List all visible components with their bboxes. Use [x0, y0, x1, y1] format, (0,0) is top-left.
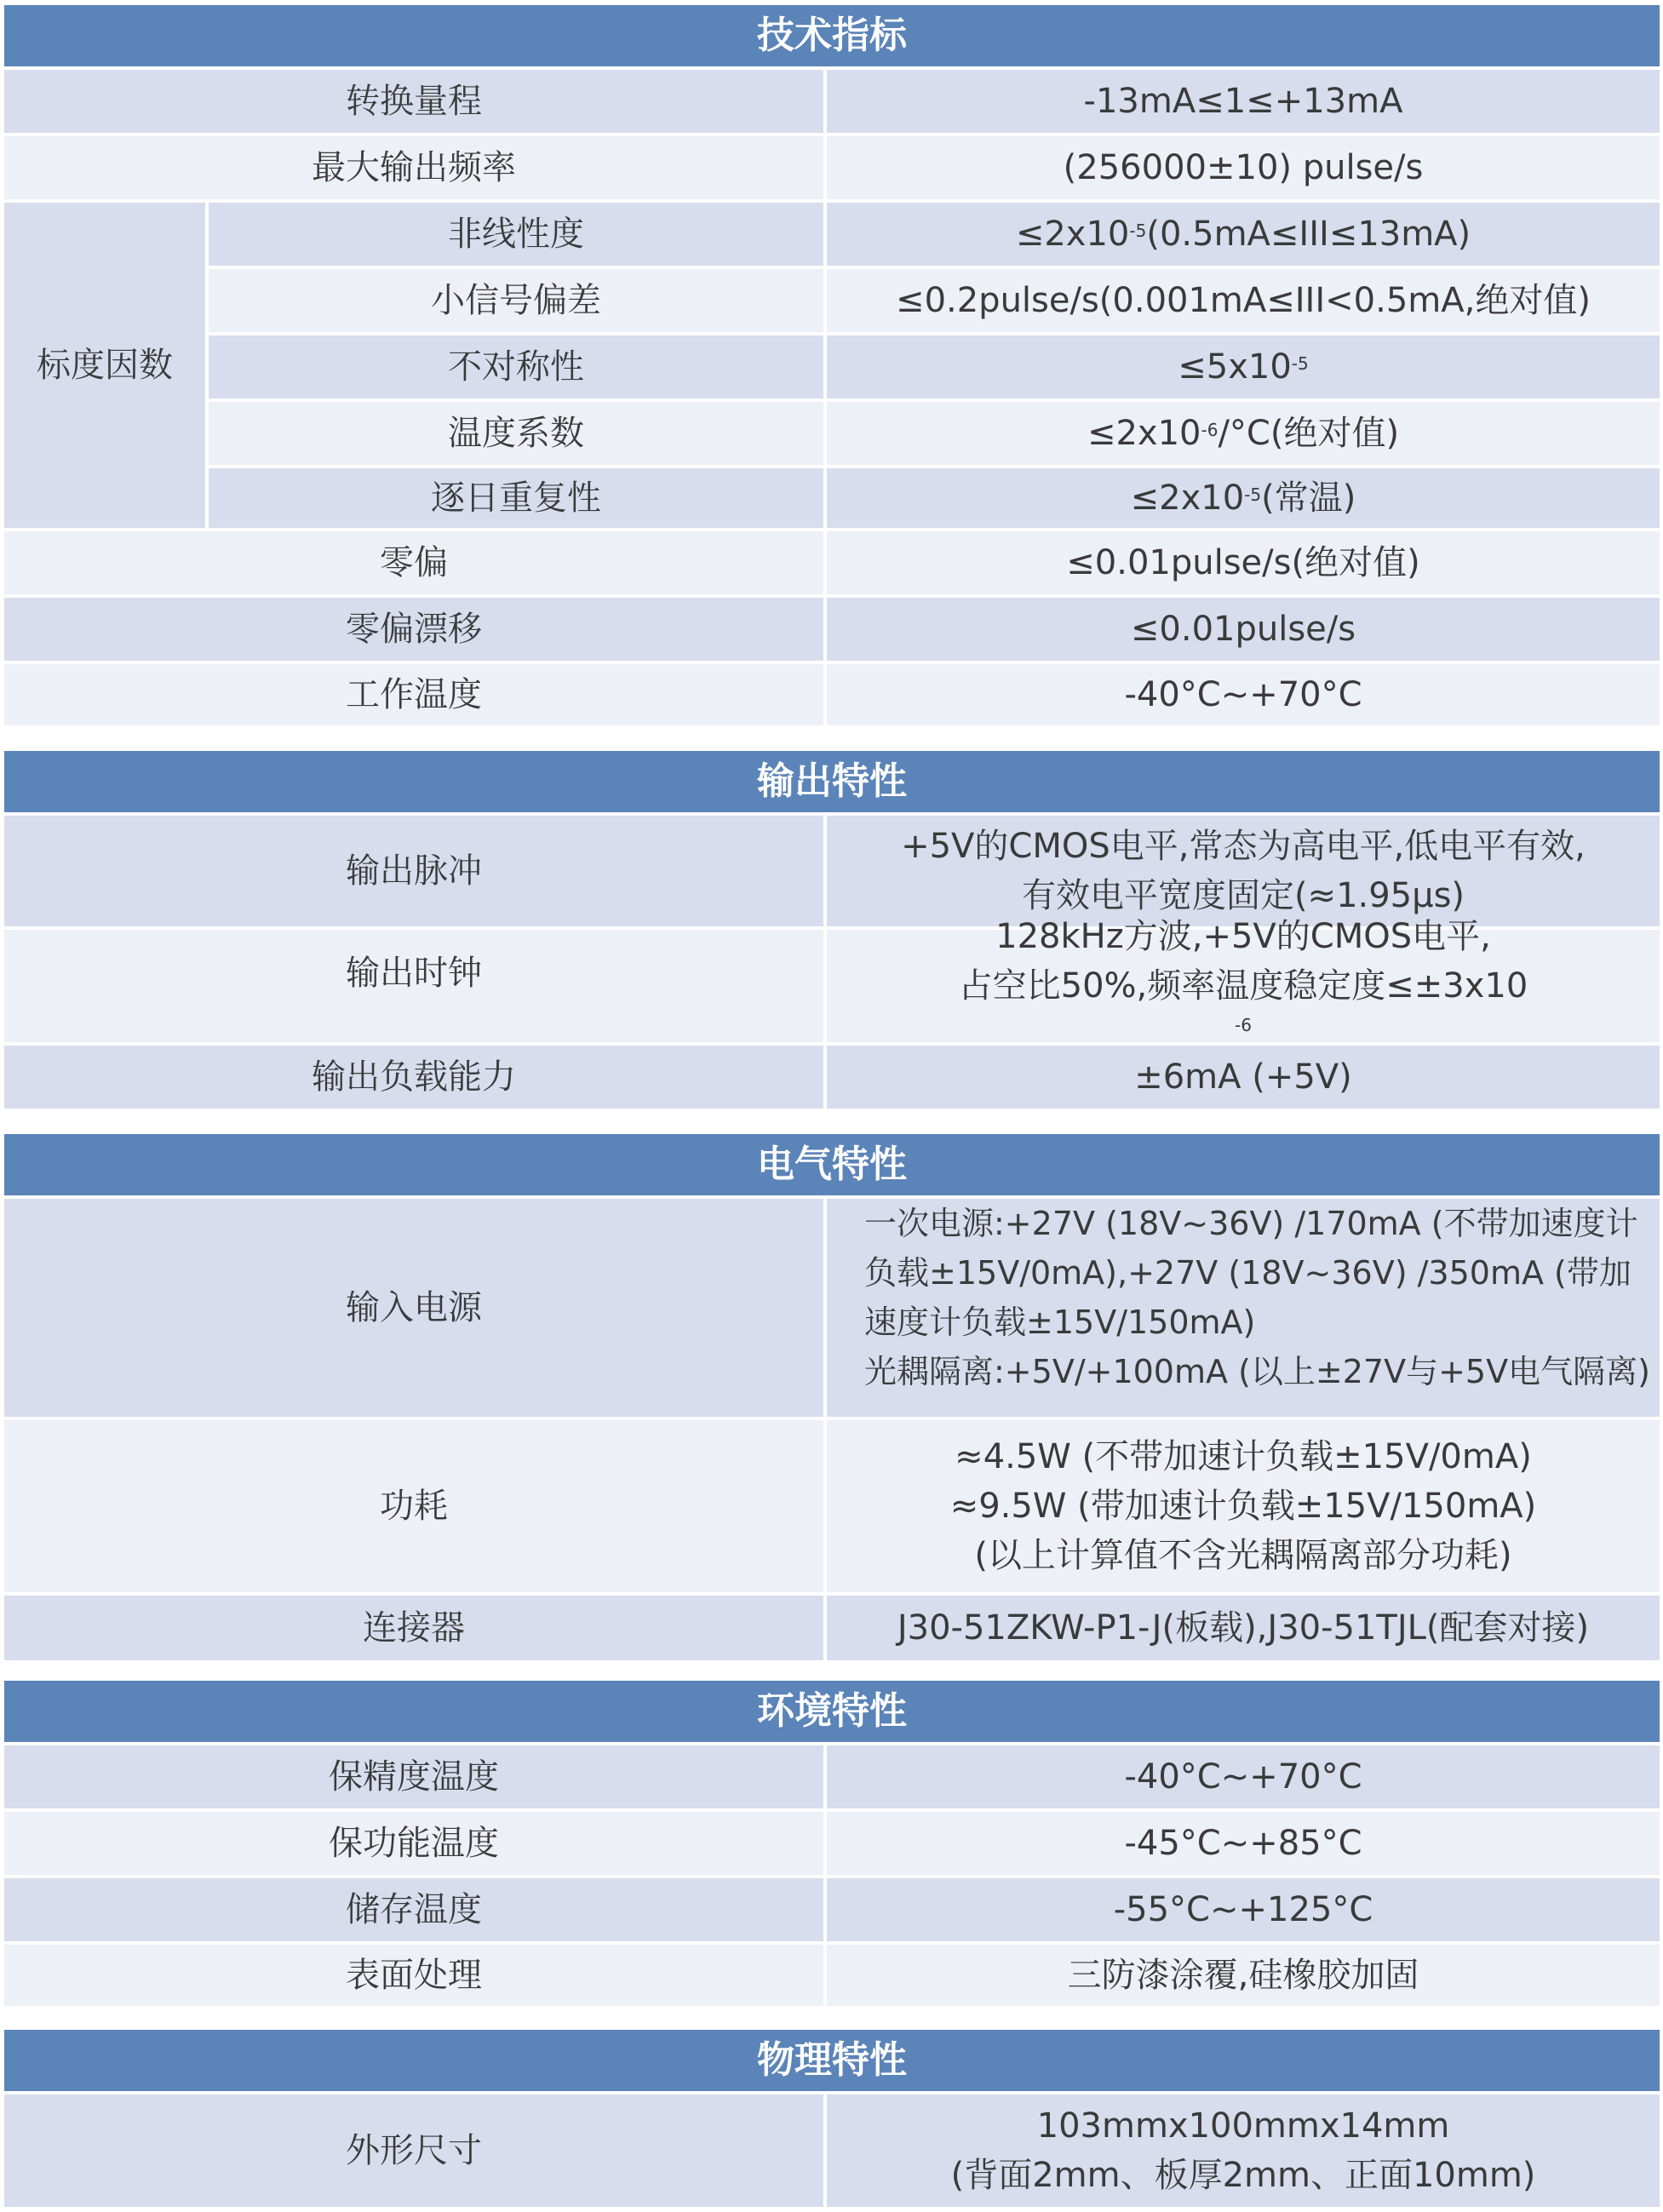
table-row: [4, 468, 1660, 528]
value-line: +5V的CMOS电平,常态为高电平,低电平有效,: [901, 827, 1586, 866]
table-row: [4, 203, 1660, 266]
value-base: ≤2x10: [1015, 215, 1130, 254]
table-row: [4, 2095, 1660, 2207]
value-line: (背面2mm、板厚2mm、正面10mm): [950, 2156, 1536, 2195]
value-line: 103mmx100mmx14mm: [1036, 2106, 1450, 2146]
table-row: [4, 1596, 1660, 1660]
row-value: -13mA≤1≤+13mA: [827, 70, 1660, 133]
row-label: 逐日重复性: [209, 468, 823, 528]
row-value: ≤0.01pulse/s: [827, 598, 1660, 661]
row-label: 保精度温度: [4, 1745, 823, 1808]
row-label: 最大输出频率: [4, 136, 823, 199]
table-row: [4, 1878, 1660, 1941]
table-row: [4, 136, 1660, 199]
row-label: 储存温度: [4, 1878, 823, 1941]
row-value: ≤0.01pulse/s(绝对值): [827, 531, 1660, 594]
row-value: -40°C~+70°C: [827, 1745, 1660, 1808]
row-value: 三防漆涂覆,硅橡胶加固: [827, 1945, 1660, 2006]
section-electrical-characteristics: [4, 1134, 1660, 1660]
value-line: ≈4.5W (不带加速计负载±15V/0mA): [955, 1437, 1532, 1476]
value-line: 一次电源:+27V (18V~36V) /170mA (不带加速度计: [864, 1205, 1638, 1242]
row-value: [827, 1420, 1660, 1592]
table-row: [4, 1420, 1660, 1592]
table-row: [4, 664, 1660, 725]
table-row: [4, 335, 1660, 398]
section-environmental-characteristics: [4, 1681, 1660, 2006]
table-row: [4, 269, 1660, 332]
table-row: [4, 531, 1660, 594]
table-row: [4, 1199, 1660, 1417]
row-label: 小信号偏差: [209, 269, 823, 332]
row-value: [827, 917, 1660, 1042]
table-row: [4, 1046, 1660, 1109]
row-value: ±6mA (+5V): [827, 1046, 1660, 1109]
row-value: -55°C~+125°C: [827, 1878, 1660, 1941]
row-value: ≤0.2pulse/s(0.001mA≤III<0.5mA,绝对值): [827, 269, 1660, 332]
table-row: [4, 1745, 1660, 1808]
row-value: ≤2x10 $^{-5}$ (0.5mA≤III≤13mA): [827, 203, 1660, 266]
table-row: [4, 402, 1660, 465]
row-label: 输出时钟: [4, 930, 823, 1042]
value-condition: (0.5mA≤III≤13mA): [1146, 215, 1471, 254]
value-base: ≤2x10: [1130, 479, 1245, 518]
row-label: 表面处理: [4, 1945, 823, 2006]
row-label: 保功能温度: [4, 1812, 823, 1875]
row-value: ≤2x10 $^{-5}$ (常温): [827, 468, 1660, 528]
value-base: ≤2x10: [1087, 414, 1201, 453]
row-value: (256000±10) pulse/s: [827, 136, 1660, 199]
group-label-scale-factor: 标度因数: [4, 203, 205, 528]
row-label: 温度系数: [209, 402, 823, 465]
value-base: 占空比50%,频率温度稳定度≤±3x10: [958, 966, 1528, 1006]
section-title: 电气特性: [4, 1134, 1660, 1195]
row-value: -40°C~+70°C: [827, 664, 1660, 725]
row-value: J30-51ZKW-P1-J(板载),J30-51TJL(配套对接): [827, 1596, 1660, 1660]
value-line: 有效电平宽度固定(≈1.95μs): [1021, 876, 1465, 915]
row-label: 连接器: [4, 1596, 823, 1660]
table-row: [4, 70, 1660, 133]
value-line: 光耦隔离:+5V/+100mA (以上±27V与+5V电气隔离): [864, 1353, 1650, 1390]
section-title: 输出特性: [4, 751, 1660, 812]
row-label: 非线性度: [209, 203, 823, 266]
row-value: -45°C~+85°C: [827, 1812, 1660, 1875]
section-title: 技术指标: [4, 5, 1660, 66]
value-base: ≤5x10: [1178, 347, 1292, 387]
value-unit: /°C(绝对值): [1218, 414, 1400, 453]
row-label: 不对称性: [209, 335, 823, 398]
row-label: 工作温度: [4, 664, 823, 725]
section-physical-characteristics: [4, 2030, 1660, 2207]
row-label: 输出脉冲: [4, 816, 823, 926]
table-row: [4, 816, 1660, 926]
row-value: ≤2x10 $^{-6}$ /°C(绝对值): [827, 402, 1660, 465]
table-row: [4, 917, 1660, 1042]
row-value: [827, 1199, 1660, 1417]
row-label: 输入电源: [4, 1199, 823, 1417]
value-condition: (常温): [1261, 479, 1356, 518]
row-label: 零偏漂移: [4, 598, 823, 661]
row-label: 零偏: [4, 531, 823, 594]
value-line: 128kHz方波,+5V的CMOS电平,: [995, 917, 1491, 956]
row-label: 输出负载能力: [4, 1046, 823, 1109]
table-row: [4, 1812, 1660, 1875]
value-exponent: -6: [1235, 1014, 1252, 1035]
section-title: 物理特性: [4, 2030, 1660, 2091]
value-line: 速度计负载±15V/150mA): [864, 1304, 1256, 1341]
row-label: 功耗: [4, 1420, 823, 1592]
row-value: [827, 816, 1660, 926]
section-technical-specs: [4, 5, 1660, 725]
section-title: 环境特性: [4, 1681, 1660, 1742]
row-value: ≤5x10 $^{-5}$: [827, 335, 1660, 398]
section-output-characteristics: [4, 751, 1660, 1109]
table-row: [4, 1945, 1660, 2006]
row-value: [827, 2095, 1660, 2207]
row-label: 外形尺寸: [4, 2095, 823, 2207]
table-row: [4, 598, 1660, 661]
value-line: 负载±15V/0mA),+27V (18V~36V) /350mA (带加: [864, 1254, 1631, 1292]
row-label: 转换量程: [4, 70, 823, 133]
value-line: ≈9.5W (带加速计负载±15V/150mA): [949, 1487, 1537, 1526]
value-line: (以上计算值不含光耦隔离部分功耗): [974, 1536, 1512, 1575]
